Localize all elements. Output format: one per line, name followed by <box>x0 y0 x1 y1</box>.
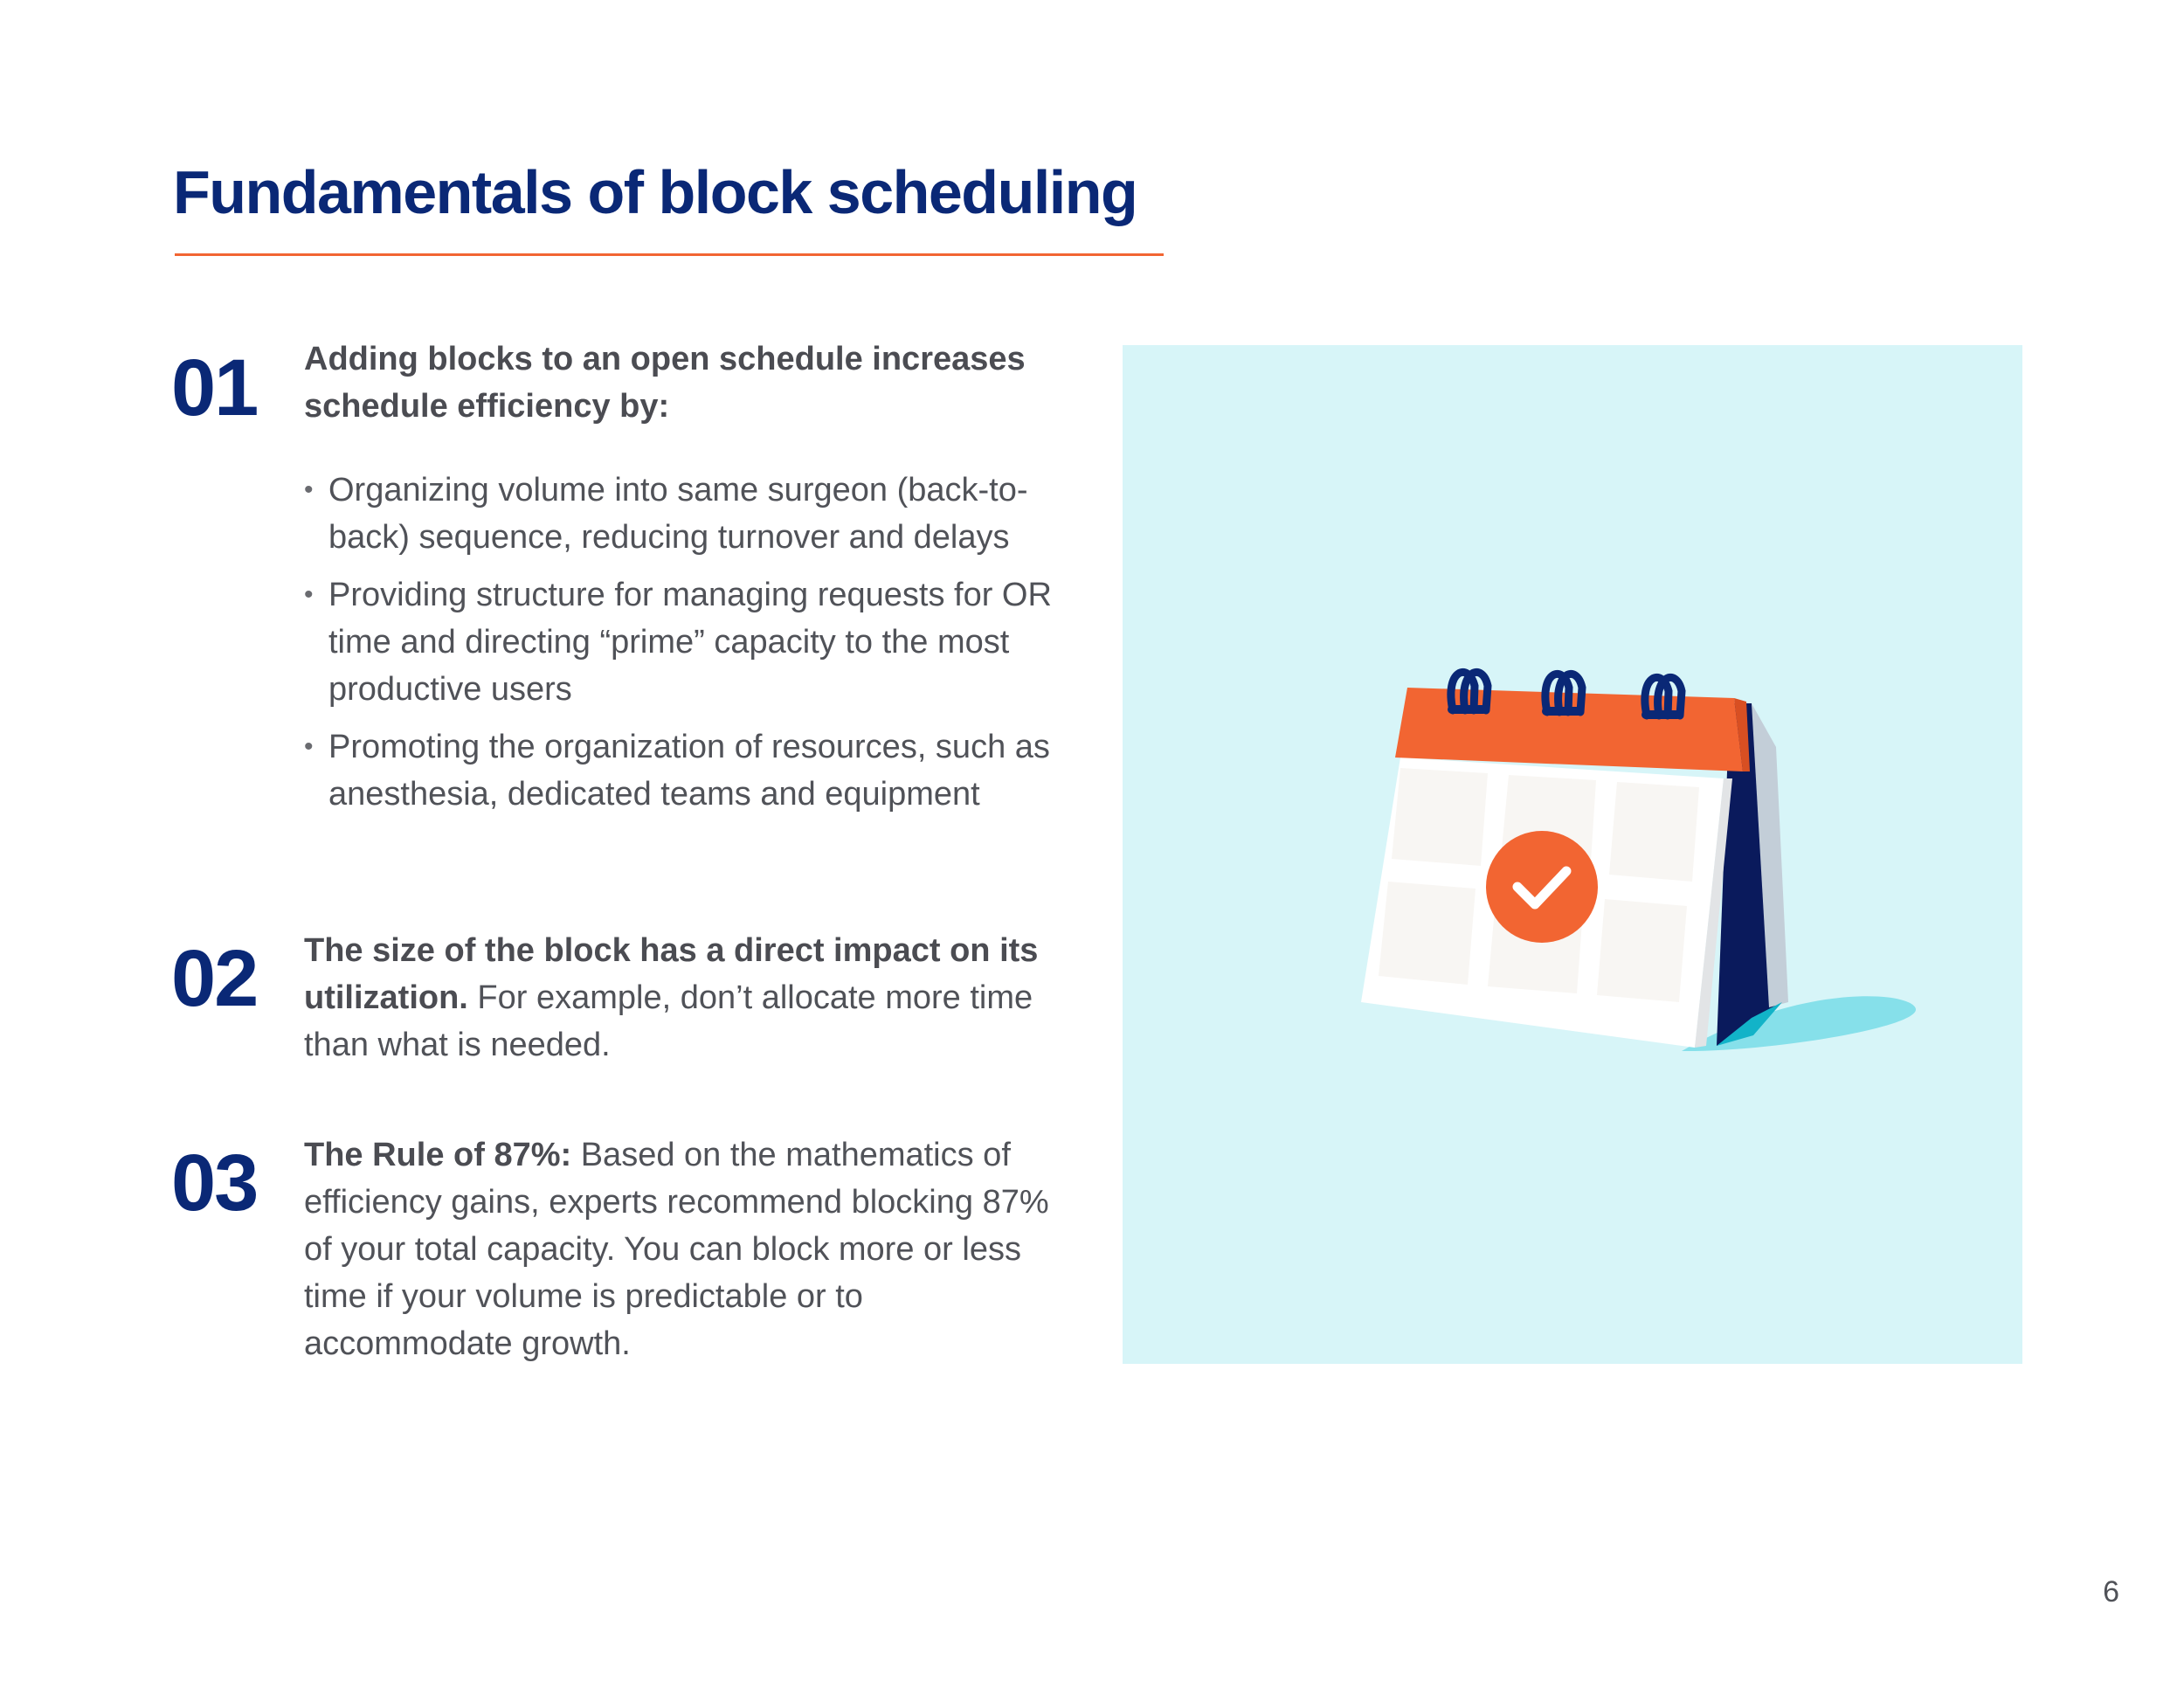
item-bold-text: The size of the block has a direct impact on its utilization. <box>304 932 1039 1016</box>
item-text: For example, don’t allocate more time than what is needed. <box>304 979 1033 1063</box>
bullet-icon: • <box>304 580 314 609</box>
item-body-03 <box>304 1131 1055 1367</box>
page-number: 6 <box>2103 1575 2119 1608</box>
calendar-icon <box>1123 345 2022 1364</box>
title-underline <box>175 253 1164 256</box>
list-item <box>304 723 1090 818</box>
item-number-01: 01 <box>171 343 258 432</box>
item-number-03: 03 <box>171 1138 258 1228</box>
check-circle <box>1486 831 1598 943</box>
bullet-text: Providing structure for managing requests for OR time and directing “prime” capacity to the most productive users <box>328 577 1052 708</box>
item-01-bullet-list <box>304 467 1090 828</box>
grid-cell <box>1379 882 1476 985</box>
grid-cell <box>1597 899 1687 1002</box>
list-item <box>304 467 1090 561</box>
list-item <box>304 571 1090 713</box>
item-bold-text: The Rule of 87%: <box>304 1137 572 1173</box>
item-body-02 <box>304 927 1090 1069</box>
bullet-icon: • <box>304 732 314 761</box>
illustration-panel <box>1123 345 2022 1364</box>
item-text: Based on the mathematics of efficiency gains, experts recommend blocking 87% of your total capacity. You can block more or less time if your volume is predictable or to accommodate growth. <box>304 1137 1049 1362</box>
item-heading-01 <box>304 336 1038 430</box>
page-title: Fundamentals of block scheduling <box>173 158 1137 226</box>
grid-cell <box>1609 782 1699 882</box>
grid-cell <box>1392 768 1488 866</box>
bullet-icon: • <box>304 475 314 504</box>
item-number-02: 02 <box>171 934 258 1023</box>
bullet-text: Organizing volume into same surgeon (back-to-back) sequence, reducing turnover and delays <box>328 472 1028 556</box>
item-heading-text: Adding blocks to an open schedule increases schedule efficiency by: <box>304 341 1026 425</box>
bullet-text: Promoting the organization of resources, such as anesthesia, dedicated teams and equipment <box>328 729 1050 813</box>
